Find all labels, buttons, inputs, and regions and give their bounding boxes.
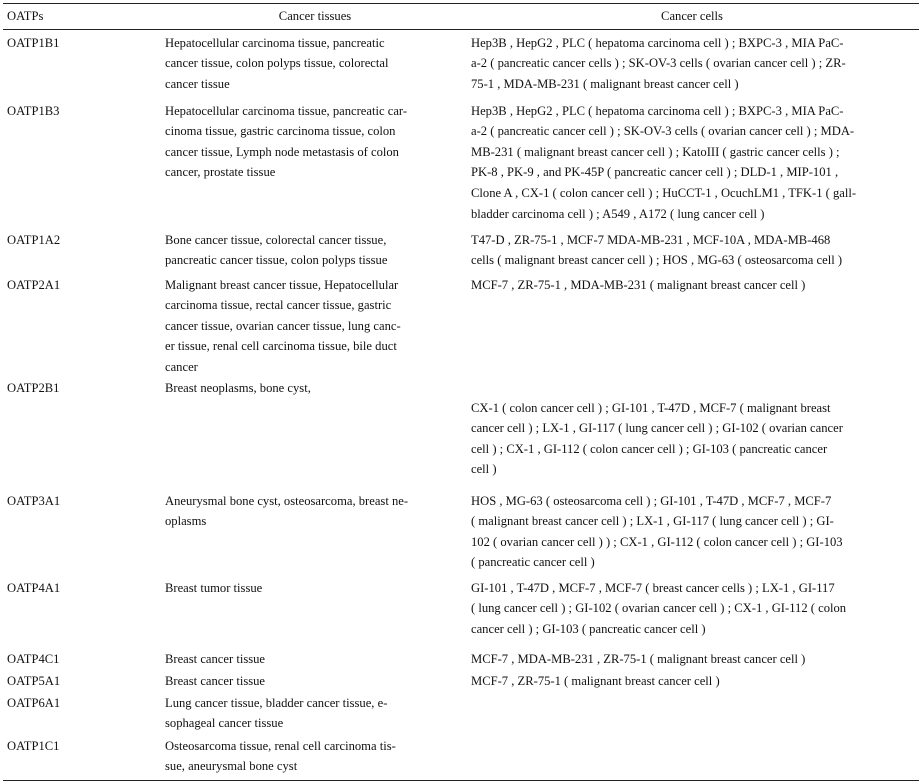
- cancer-cells-cell: MCF-7 , MDA-MB-231 , ZR-75-1 ( malignant breast cancer cell ): [471, 651, 806, 666]
- oatp-name: OATP1C1: [3, 736, 165, 781]
- oatp-name: OATP2B1: [7, 380, 60, 395]
- table-row: [3, 378, 919, 486]
- oatp-name: OATP4C1: [7, 651, 60, 666]
- cancer-tissues-cell: Breast cancer tissue: [165, 673, 266, 688]
- cancer-tissues-cell: Breast neoplasms, bone cyst,: [165, 380, 311, 395]
- oatp-name: OATP4A1: [7, 580, 61, 595]
- table-row: [3, 229, 919, 273]
- cancer-tissues-cell: Hepatocellular carcinoma tissue, pancreatic car- cinoma tissue, gastric carcinoma tissue, colon cancer tissue, Lymph node metastasis of colon cancer, prostate tissue: [165, 103, 408, 180]
- header-row: [3, 4, 919, 30]
- header-cancer-cells: Cancer cells: [465, 4, 919, 30]
- cancer-tissues-cell: Lung cancer tissue, bladder cancer tissue, e- sophageal cancer tissue: [165, 695, 388, 731]
- cancer-cells-cell: Hep3B , HepG2 , PLC ( hepatoma carcinoma cell ) ; BXPC-3 , MIA PaC- a-2 ( pancreatic cancer cell ) ; SK-OV-3 cells ( ovarian cancer cell ) ; MDA- MB-231 ( malignant breast cancer cell ) ; KatoIII ( gastric cancer cells ) ; PK-8 , PK-9 , and PK-45P ( pancreatic cancer cell ) ; DLD-1 , MIP-101 , Clone A , CX-1 ( colon cancer cell ) ; HuCCT-1 , OcuchLM1 , TFK-1 ( gall- bladder carcinoma cell ) ; A549 , A172 ( lung cancer cell ): [471, 103, 857, 221]
- cancer-cells-cell: [465, 736, 919, 781]
- oatp-name: OATP6A1: [7, 695, 61, 710]
- header-cancer-tissues: Cancer tissues: [165, 4, 465, 30]
- table-row: [3, 736, 919, 781]
- cancer-cells-cell: MCF-7 , ZR-75-1 ( malignant breast cancer cell ): [471, 673, 720, 688]
- table-header: [3, 4, 919, 30]
- cancer-cells-cell: HOS , MG-63 ( osteosarcoma cell ) ; GI-101 , T-47D , MCF-7 , MCF-7 ( malignant breast cancer cell ) ; LX-1 , GI-117 ( lung cancer cell ) ; GI- 102 ( ovarian cancer cell ) ) ; CX-1 , GI-112 ( colon cancer cell ) ; GI-103 ( pancreatic cancer cell ): [471, 493, 843, 570]
- cancer-tissues-cell: Osteosarcoma tissue, renal cell carcinoma tis- sue, aneurysmal bone cyst: [165, 736, 465, 781]
- cancer-cells-cell: T47-D , ZR-75-1 , MCF-7 MDA-MB-231 , MCF-10A , MDA-MB-468 cells ( malignant breast cancer cell ) ; HOS , MG-63 ( osteosarcoma cell ): [471, 232, 843, 268]
- oatp-name: OATP1B3: [7, 103, 60, 118]
- cancer-tissues-cell: Bone cancer tissue, colorectal cancer tissue, pancreatic cancer tissue, colon polyps tissue: [165, 232, 388, 268]
- oatp-name: OATP3A1: [7, 493, 61, 508]
- table-row: [3, 29, 919, 96]
- header-oatps: OATPs: [3, 4, 165, 30]
- table-row: [3, 693, 919, 736]
- cancer-cells-cell: [465, 693, 919, 736]
- cancer-tissues-cell: Breast tumor tissue: [165, 580, 263, 595]
- table-row: [3, 273, 919, 378]
- table-row: [3, 96, 919, 229]
- cancer-cells-cell: Hep3B , HepG2 , PLC ( hepatoma carcinoma cell ) ; BXPC-3 , MIA PaC- a-2 ( pancreatic cancer cells ) ; SK-OV-3 cells ( ovarian cancer cell ) ; ZR- 75-1 , MDA-MB-231 ( malignant breast cancer cell ): [471, 35, 846, 91]
- table-row: [3, 649, 919, 671]
- cancer-cells-cell: CX-1 ( colon cancer cell ) ; GI-101 , T-47D , MCF-7 ( malignant breast cancer cell ) ; LX-1 , GI-117 ( lung cancer cell ) ; GI-102 ( ovarian cancer cell ) ; CX-1 , GI-112 ( colon cancer cell ) ; GI-103 ( pancreatic cancer cell ): [471, 400, 843, 477]
- cancer-tissues-cell: Hepatocellular carcinoma tissue, pancreatic cancer tissue, colon polyps tissue, colorectal cancer tissue: [165, 35, 389, 91]
- oatp-cancer-table-container: [3, 3, 919, 781]
- cancer-tissues-cell: Aneurysmal bone cyst, osteosarcoma, breast ne- oplasms: [165, 493, 409, 529]
- table-body: [3, 29, 919, 780]
- oatp-cancer-table: [3, 3, 919, 781]
- cancer-cells-cell: GI-101 , T-47D , MCF-7 , MCF-7 ( breast cancer cells ) ; LX-1 , GI-117 ( lung cancer cell ) ; GI-102 ( ovarian cancer cell ) ; CX-1 , GI-112 ( colon cancer cell ) ; GI-103 ( pancreatic cancer cell ): [471, 580, 847, 636]
- oatp-name: OATP1A2: [7, 232, 61, 247]
- cancer-tissues-cell: Breast cancer tissue: [165, 651, 266, 666]
- oatp-name: OATP5A1: [7, 673, 61, 688]
- table-row: [3, 578, 919, 649]
- table-row: [3, 486, 919, 578]
- oatp-name: OATP2A1: [7, 277, 61, 292]
- cancer-tissues-cell: Malignant breast cancer tissue, Hepatocellular carcinoma tissue, rectal cancer tissue, gastric cancer tissue, ovarian cancer tissue, lung canc- er tissue, renal cell carcinoma tissue, bile duct cancer: [165, 277, 401, 374]
- oatp-name: OATP1B1: [7, 35, 60, 50]
- table-row: [3, 671, 919, 693]
- cancer-cells-cell: MCF-7 , ZR-75-1 , MDA-MB-231 ( malignant breast cancer cell ): [471, 277, 806, 292]
